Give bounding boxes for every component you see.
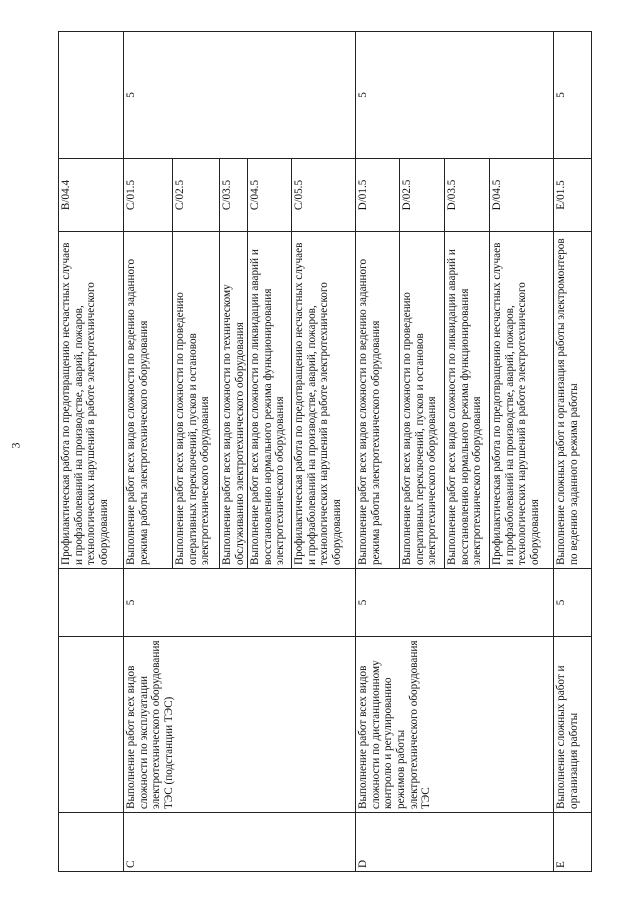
rotated-table-container: [58, 32, 590, 872]
functions-table: [58, 31, 592, 872]
qual-level: 5: [554, 32, 592, 159]
table-row: [124, 32, 173, 872]
qual-level: [59, 32, 124, 159]
table-row: [356, 32, 400, 872]
function-name: Выполнение сложных работ и организация работы электромонтеров по ведению заданного режима работы: [554, 232, 592, 569]
function-name: Выполнение работ всех видов сложности по техническому обслуживанию электротехнического оборудования: [220, 232, 248, 569]
emp-name: Выполнение сложных работ и организация работы: [554, 637, 592, 813]
function-code: D/04.5: [490, 159, 554, 232]
page-number: 3: [8, 442, 23, 449]
function-name: Профилактическая работа по предотвращению несчастных случаев и профзаболеваний на производстве, аварий, пожаров, технологических нарушений в работе электротехнического оборудования: [490, 232, 554, 569]
table-row: [554, 32, 592, 872]
function-code: C/04.5: [248, 159, 292, 232]
function-code: D/03.5: [445, 159, 490, 232]
function-code: B/04.4: [59, 159, 124, 232]
qual-level: 5: [124, 32, 356, 159]
emp-name: Выполнение работ всех видов сложности по дистанционному контролю и регулированию режимов работы электротехнического оборудования ТЭС: [356, 637, 554, 813]
emp-letter: D: [356, 813, 554, 872]
emp-letter: [59, 813, 124, 872]
emp-letter: E: [554, 813, 592, 872]
function-name: Выполнение работ всех видов сложности по проведению оперативных переключений, пусков и остановов электротехнического оборудования: [173, 232, 220, 569]
function-name: Выполнение работ всех видов сложности по ведению заданного режима работы электротехнического оборудования: [124, 232, 173, 569]
emp-name: [59, 637, 124, 813]
emp-level: 5: [124, 569, 356, 637]
emp-level: 5: [356, 569, 554, 637]
function-code: C/05.5: [292, 159, 356, 232]
function-code: E/01.5: [554, 159, 592, 232]
function-code: D/01.5: [356, 159, 400, 232]
function-code: C/03.5: [220, 159, 248, 232]
table-row: [59, 32, 124, 872]
function-name: Профилактическая работа по предотвращению несчастных случаев и профзаболеваний на производстве, аварий, пожаров, технологических нарушений в работе электротехнического оборудования: [59, 232, 124, 569]
emp-level: 5: [554, 569, 592, 637]
function-code: C/02.5: [173, 159, 220, 232]
function-code: D/02.5: [400, 159, 445, 232]
function-name: Профилактическая работа по предотвращению несчастных случаев и профзаболеваний на производстве, аварий, пожаров, технологических нарушений в работе электротехнического оборудования: [292, 232, 356, 569]
function-code: C/01.5: [124, 159, 173, 232]
emp-name: Выполнение работ всех видов сложности по эксплуатации электротехнического оборудования ТЭС (подстанции ТЭС): [124, 637, 356, 813]
emp-letter: C: [124, 813, 356, 872]
function-name: Выполнение работ всех видов сложности по проведению оперативных переключений, пусков и остановов электротехнического оборудования: [400, 232, 445, 569]
emp-level: [59, 569, 124, 637]
function-name: Выполнение работ всех видов сложности по ликвидации аварий и восстановлению нормального режима функционирования электротехнического оборудования: [248, 232, 292, 569]
function-name: Выполнение работ всех видов сложности по ликвидации аварий и восстановлению нормального режима функционирования электротехнического оборудования: [445, 232, 490, 569]
qual-level: 5: [356, 32, 554, 159]
function-name: Выполнение работ всех видов сложности по ведению заданного режима работы электротехнического оборудования: [356, 232, 400, 569]
